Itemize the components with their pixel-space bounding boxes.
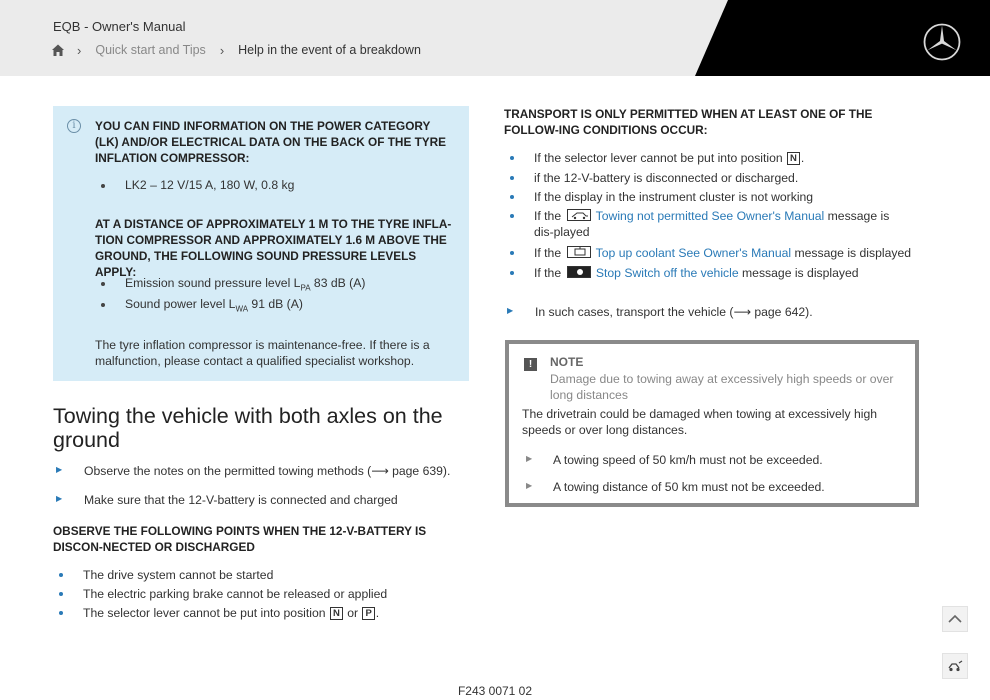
condition-item: if the 12-V-battery is disconnected or discharged. bbox=[534, 171, 799, 185]
list-item: The electric parking brake cannot be released or applied bbox=[83, 587, 388, 601]
condition-text: If the selector lever cannot be put into position bbox=[534, 151, 783, 165]
mercedes-star-icon[interactable] bbox=[922, 22, 962, 62]
chevron-right-icon: › bbox=[219, 42, 225, 58]
breadcrumb bbox=[51, 42, 421, 58]
info-icon: i bbox=[67, 119, 81, 133]
list-item-text: . bbox=[375, 606, 380, 620]
instruction-step bbox=[84, 464, 450, 478]
note-title: NOTE bbox=[550, 355, 584, 369]
power-value: 91 dB (A) bbox=[251, 297, 303, 311]
note-step: ▶ A towing distance of 50 km must not be exceeded. bbox=[553, 480, 825, 494]
condition-item: If the display in the instrument cluster is not working bbox=[534, 190, 814, 204]
note-body: The drivetrain could be damaged when towing at excessively high speeds or over long distances. bbox=[522, 407, 877, 437]
instruction-step bbox=[84, 493, 398, 507]
chevron-up-icon bbox=[948, 614, 962, 624]
condition-item bbox=[534, 245, 911, 261]
list-item: The drive system cannot be started bbox=[83, 568, 274, 582]
condition-text: If the bbox=[534, 266, 562, 280]
gear-p-symbol: P bbox=[362, 607, 374, 620]
power-subscript: WA bbox=[235, 304, 249, 314]
condition-item bbox=[534, 150, 804, 166]
tow-vehicle-icon bbox=[947, 660, 963, 672]
condition-text: message is displayed bbox=[742, 266, 859, 280]
chevron-right-icon: › bbox=[77, 42, 82, 58]
power-label: Sound power level L bbox=[125, 297, 236, 311]
condition-text: If the bbox=[534, 246, 562, 260]
info-list-item: LK2 – 12 V/15 A, 180 W, 0.8 kg bbox=[125, 178, 295, 192]
emission-label: Emission sound pressure level L bbox=[125, 276, 301, 290]
tow-vehicle-button[interactable] bbox=[942, 653, 968, 679]
breadcrumb-current: Help in the event of a breakdown bbox=[238, 43, 421, 57]
battery-heading: OBSERVE THE FOLLOWING POINTS WHEN THE 12-V-BATTERY IS DISCON-NECTED OR DISCHARGED bbox=[53, 524, 427, 554]
warning-icon: ! bbox=[524, 358, 537, 371]
home-icon[interactable] bbox=[51, 43, 65, 57]
breadcrumb-link-quick-start[interactable]: Quick start and Tips bbox=[95, 43, 206, 57]
instruction-step bbox=[535, 305, 813, 319]
list-item bbox=[83, 605, 379, 621]
transport-heading: TRANSPORT IS ONLY PERMITTED WHEN AT LEAST ONE OF THE FOLLOW-ING CONDITIONS OCCUR: bbox=[504, 107, 873, 137]
condition-text: . bbox=[800, 151, 805, 165]
condition-text: If the bbox=[534, 209, 562, 223]
condition-text: message is dis-played bbox=[534, 209, 890, 239]
doc-title: EQB - Owner's Manual bbox=[53, 19, 186, 34]
condition-text: message is displayed bbox=[794, 246, 912, 260]
message-link-stop[interactable]: Stop Switch off the vehicle bbox=[595, 266, 739, 280]
step-text: Make sure that the 12-V-battery is connected and charged bbox=[84, 493, 398, 507]
step-text: Observe the notes on the permitted towing methods (⟶ page 639). bbox=[84, 464, 451, 478]
scroll-to-top-button[interactable] bbox=[942, 606, 968, 632]
list-item-text: The selector lever cannot be put into position bbox=[83, 606, 326, 620]
gear-n-symbol: N bbox=[330, 607, 343, 620]
message-link-coolant[interactable]: Top up coolant See Owner's Manual bbox=[595, 246, 792, 260]
info-heading-power-category: YOU CAN FIND INFORMATION ON THE POWER CATEGORY (LK) AND/OR ELECTRICAL DATA ON THE BACK OF THE TYRE INFLATION COMPRESSOR: bbox=[95, 119, 447, 165]
emission-value: 83 dB (A) bbox=[313, 276, 366, 290]
message-link-towing[interactable]: Towing not permitted See Owner's Manual bbox=[595, 209, 825, 223]
coolant-icon bbox=[567, 246, 591, 258]
condition-item bbox=[534, 265, 859, 281]
note-step: ▶ A towing speed of 50 km/h must not be exceeded. bbox=[553, 453, 823, 467]
gear-n-symbol: N bbox=[787, 152, 800, 165]
step-text: In such cases, transport the vehicle (⟶ page 642). bbox=[535, 305, 813, 319]
info-list-item-power bbox=[125, 297, 303, 313]
condition-item bbox=[534, 208, 899, 240]
info-list-item-emission bbox=[125, 276, 365, 292]
tow-warning-icon bbox=[567, 209, 591, 221]
note-subtitle: Damage due to towing away at excessively high speeds or over long distances bbox=[550, 372, 894, 402]
info-box bbox=[53, 106, 469, 381]
info-paragraph: The tyre inflation compressor is maintenance-free. If there is a malfunction, please contact a qualified specialist workshop. bbox=[95, 338, 430, 368]
footer-code: F243 0071 02 bbox=[457, 684, 533, 698]
list-item-text: or bbox=[347, 606, 359, 620]
emission-subscript: PA bbox=[300, 283, 311, 293]
stop-icon bbox=[567, 266, 591, 278]
note-box bbox=[505, 340, 919, 507]
info-heading-sound-levels: AT A DISTANCE OF APPROXIMATELY 1 M TO THE TYRE INFLA-TION COMPRESSOR AND APPROXIMATELY 1.6 M ABOVE THE GROUND, THE FOLLOWING SOUND PRESSURE LEVELS APPLY: bbox=[95, 217, 452, 279]
section-title: Towing the vehicle with both axles on the ground bbox=[53, 404, 443, 452]
